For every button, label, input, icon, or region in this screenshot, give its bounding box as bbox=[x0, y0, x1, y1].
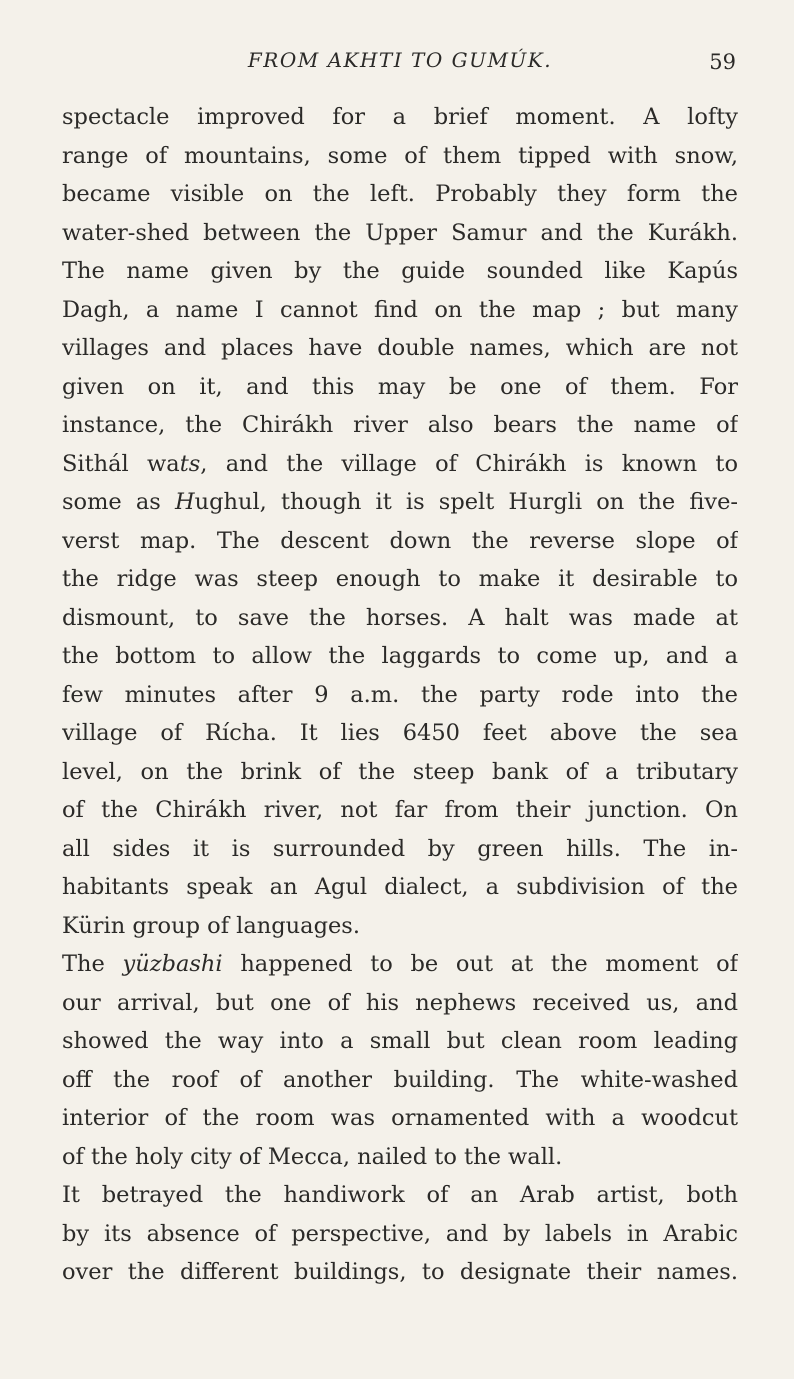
body-text bbox=[62, 98, 738, 1292]
text-segment: Sithál wa bbox=[62, 450, 180, 477]
text-line: all sides it is surrounded by green hills. The in- bbox=[62, 835, 738, 862]
italic-segment: yüzbashi bbox=[122, 951, 223, 977]
text-line: few minutes after 9 a.m. the party rode into the bbox=[62, 681, 738, 708]
running-head: FROM AKHTI TO GUMÚK. bbox=[247, 48, 553, 72]
page-header bbox=[62, 44, 738, 80]
text-line: water-shed between the Upper Samur and the Kurákh. bbox=[62, 219, 738, 246]
text-line: became visible on the left. Probably they form the bbox=[62, 181, 738, 207]
text-line: village of Rícha. It lies 6450 feet above the sea bbox=[62, 720, 738, 746]
text-segment: ughul, though it is spelt Hurgli on the five- bbox=[194, 489, 738, 515]
text-line bbox=[62, 483, 738, 522]
text-line: Kürin group of languages. bbox=[62, 912, 361, 939]
text-line: our arrival, but one of his nephews received us, and bbox=[62, 989, 738, 1016]
page-number: 59 bbox=[709, 50, 736, 74]
text-line: habitants speak an Agul dialect, a subdivision of the bbox=[62, 874, 738, 900]
text-line: off the roof of another building. The white-washed bbox=[62, 1066, 738, 1093]
italic-segment: H bbox=[174, 489, 195, 515]
text-line: dismount, to save the horses. A halt was made at bbox=[62, 604, 738, 631]
text-line bbox=[62, 445, 738, 484]
text-segment: happened to be out at the moment of bbox=[222, 951, 738, 977]
text-line: range of mountains, some of them tipped with snow, bbox=[62, 142, 738, 169]
text-segment: The bbox=[62, 951, 123, 977]
text-line: Dagh, a name I cannot find on the map ; but many bbox=[62, 296, 738, 323]
text-line: interior of the room was ornamented with a woodcut bbox=[62, 1105, 738, 1131]
text-line: the bottom to allow the laggards to come up, and a bbox=[62, 643, 738, 669]
text-line: over the different buildings, to designate their names. bbox=[62, 1259, 738, 1285]
text-line: showed the way into a small but clean room leading bbox=[62, 1028, 738, 1054]
text-line: given on it, and this may be one of them. For bbox=[62, 373, 738, 400]
text-line: instance, the Chirákh river also bears the name of bbox=[62, 412, 738, 438]
text-line: The name given by the guide sounded like Kapús bbox=[62, 258, 738, 284]
text-line: of the Chirákh river, not far from their junction. On bbox=[62, 797, 738, 823]
text-line bbox=[62, 945, 738, 984]
italic-segment: ts bbox=[179, 450, 201, 477]
text-line: level, on the brink of the steep bank of a tributary bbox=[62, 758, 738, 785]
text-line: It betrayed the handiwork of an Arab artist, both bbox=[62, 1182, 738, 1208]
text-segment: some as bbox=[62, 489, 175, 515]
text-line: verst map. The descent down the reverse slope of bbox=[62, 527, 738, 554]
text-segment: , and the village of Chirákh is known to bbox=[200, 450, 738, 477]
text-line: villages and places have double names, which are not bbox=[62, 335, 738, 361]
text-line: the ridge was steep enough to make it desirable to bbox=[62, 566, 738, 592]
text-line: of the holy city of Mecca, nailed to the wall. bbox=[62, 1143, 563, 1170]
text-line: by its absence of perspective, and by labels in Arabic bbox=[62, 1220, 738, 1247]
text-line: spectacle improved for a brief moment. A lofty bbox=[62, 104, 738, 130]
